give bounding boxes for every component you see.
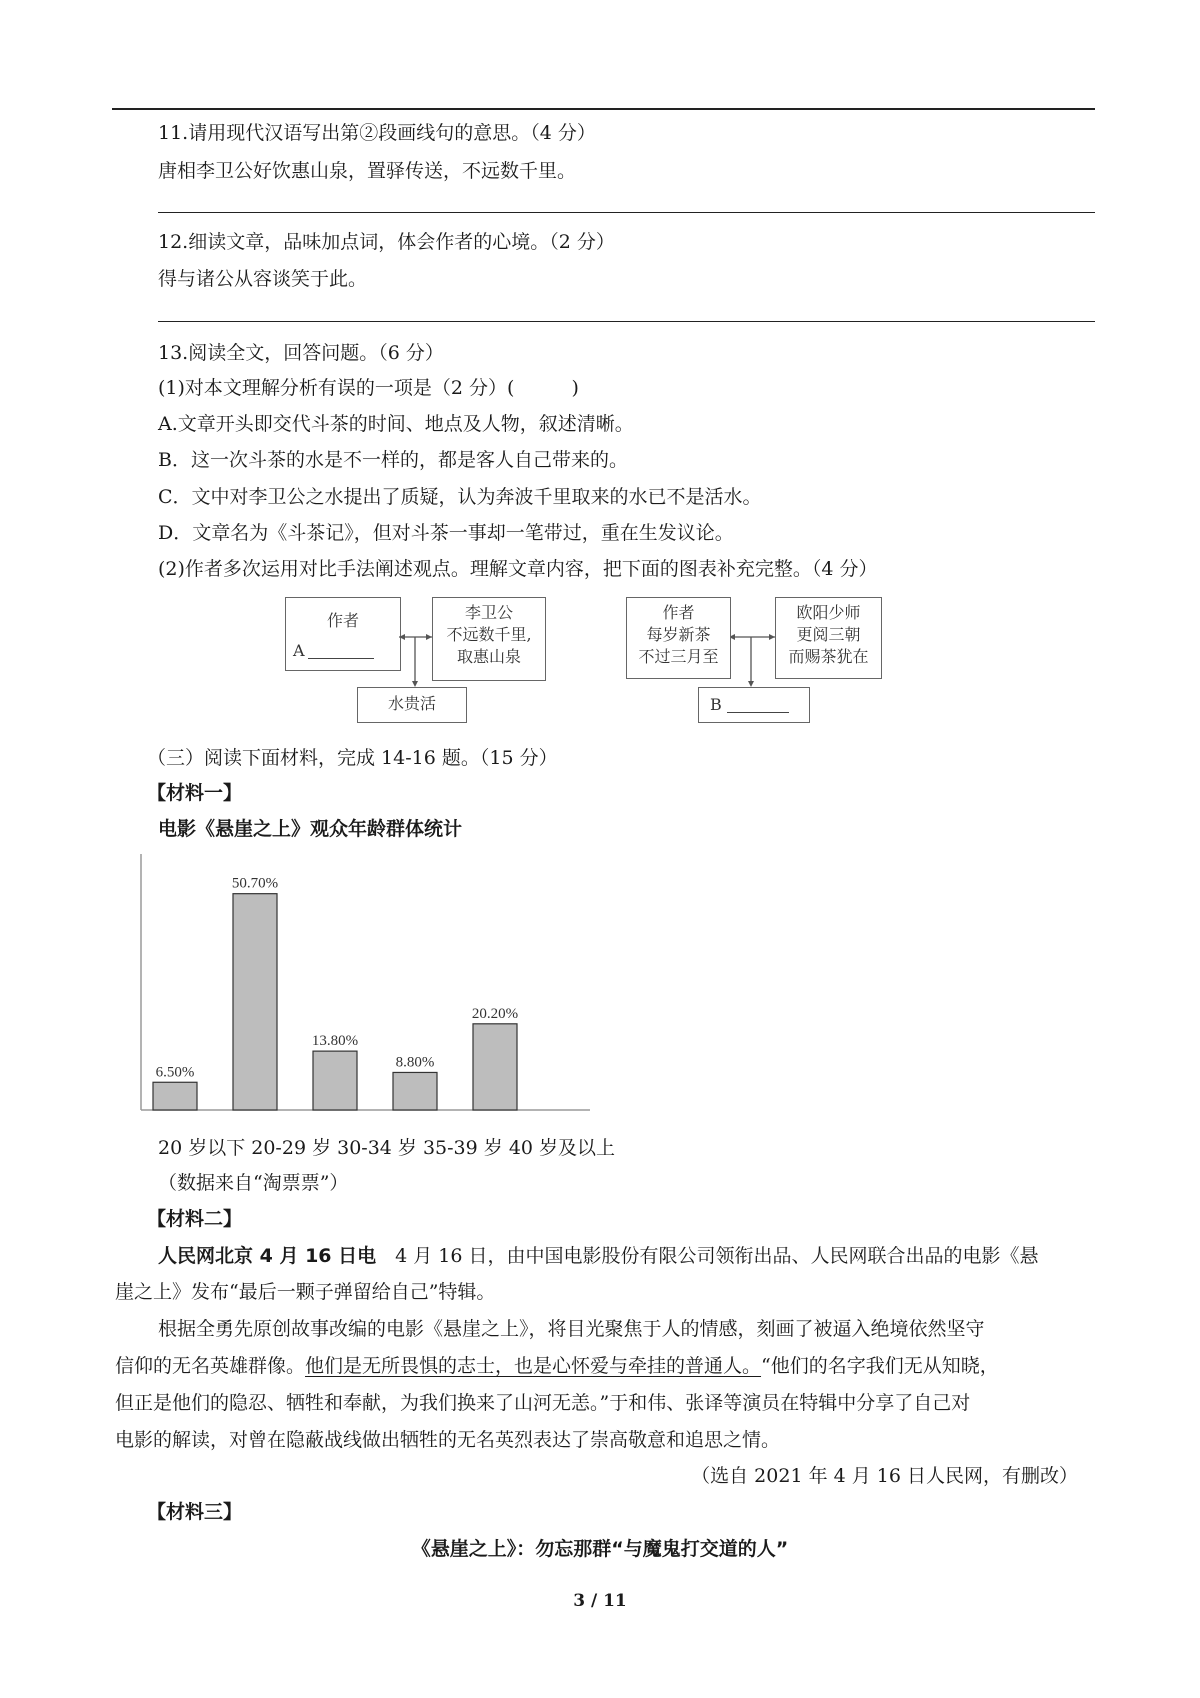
diagram-right-result-box — [698, 687, 810, 723]
diagram-right-line1: 每岁新茶 — [646, 625, 711, 644]
material2-p2-line2 — [115, 1354, 999, 1378]
chart-bar — [473, 1024, 517, 1110]
diagram-blank-b-label: B — [710, 695, 722, 714]
chart-bar — [153, 1082, 197, 1110]
q12-sentence: 得与诸公从容谈笑于此。 — [158, 268, 368, 290]
chart-data-label: 6.50% — [155, 1064, 195, 1081]
material2-p2-line4: 电影的解读，对曾在隐蔽战线做出牺牲的无名英烈表达了崇高敬意和追思之情。 — [115, 1429, 781, 1451]
q13-sub1: (1)对本文理解分析有误的一项是（2 分）( ) — [158, 377, 579, 399]
q13-option-c: C．文中对李卫公之水提出了质疑，认为奔波千里取来的水已不是活水。 — [158, 486, 762, 508]
material3-heading: 【材料三】 — [147, 1501, 243, 1523]
diagram-left-result-box — [357, 687, 467, 723]
material2-p2-line3: 但正是他们的隐忍、牺牲和奉献，为我们换来了山河无恙。”于和伟、张译等演员在特辑中分享了自己对 — [115, 1392, 971, 1414]
diagram-right-author-label: 作者 — [662, 603, 695, 622]
material3-title: 《悬崖之上》：勿忘那群“与魔鬼打交道的人” — [411, 1538, 789, 1560]
material2-underlined-sentence: 他们是无所畏惧的志士，也是心怀爱与牵挂的普通人。 — [305, 1355, 762, 1377]
q13-prompt: 13.阅读全文，回答问题。（6 分） — [158, 342, 444, 364]
q11-sentence: 唐相李卫公好饮惠山泉，置驿传送，不远数千里。 — [158, 160, 577, 182]
material1-heading: 【材料一】 — [147, 782, 243, 804]
material2-p2-line1: 根据全勇先原创故事改编的电影《悬崖之上》，将目光聚焦于人的情感，刻画了被逼入绝境依然坚守 — [158, 1318, 985, 1340]
diagram-li-line2: 取惠山泉 — [456, 647, 521, 666]
material2-p2-text-b: “他们的名字我们无从知晓， — [761, 1355, 999, 1377]
diagram-right-author-box — [626, 597, 731, 679]
diagram-li-box — [432, 597, 546, 681]
material2-heading: 【材料二】 — [147, 1208, 243, 1230]
q13-option-b: B．这一次斗茶的水是不一样的，都是客人自己带来的。 — [158, 449, 628, 471]
chart-bar — [393, 1072, 437, 1110]
age-bar-chart — [135, 848, 605, 1118]
material2-citation: （选自 2021 年 4 月 16 日人民网，有删改） — [691, 1465, 1078, 1487]
diagram-left-author-box — [285, 597, 401, 671]
page-number: 3 / 11 — [573, 1591, 627, 1611]
chart-x-axis-text: 20 岁以下 20-29 岁 30-34 岁 35-39 岁 40 岁及以上 — [158, 1137, 616, 1159]
chart-source: （数据来自“淘票票”） — [158, 1172, 349, 1194]
q13-option-d: D．文章名为《斗茶记》，但对斗茶一事却一笔带过，重在生发议论。 — [158, 522, 734, 544]
chart-bar — [313, 1051, 357, 1110]
chart-data-label: 20.20% — [471, 1005, 519, 1022]
material2-p1-line2: 崖之上》发布“最后一颗子弹留给自己”特辑。 — [115, 1281, 496, 1303]
q11-answer-line[interactable] — [158, 212, 1095, 213]
material2-p1-text: 4 月 16 日，由中国电影股份有限公司领衔出品、人民网联合出品的电影《悬 — [376, 1245, 1039, 1267]
diagram-blank-a-line[interactable] — [308, 658, 374, 659]
material2-p1-line1 — [158, 1244, 1039, 1268]
diagram-blank-a-label: A — [293, 641, 305, 660]
diagram-ouyang-title: 欧阳少师 — [796, 603, 861, 622]
diagram-ouyang-box — [775, 597, 882, 679]
diagram-left-result-label: 水贵活 — [387, 694, 436, 713]
diagram-li-line1: 不远数千里, — [446, 625, 532, 644]
q13-option-a: A.文章开头即交代斗茶的时间、地点及人物，叙述清晰。 — [158, 413, 634, 435]
diagram-left-arrows — [0, 0, 1200, 740]
diagram-right-line2: 不过三月至 — [638, 647, 719, 666]
material2-dateline: 人民网北京 4 月 16 日电 — [158, 1245, 377, 1267]
chart-title: 电影《悬崖之上》观众年龄群体统计 — [158, 818, 463, 840]
chart-data-label: 50.70% — [231, 875, 279, 892]
diagram-ouyang-line1: 更阅三朝 — [796, 625, 861, 644]
q12-prompt: 12.细读文章，品味加点词，体会作者的心境。（2 分） — [158, 231, 615, 253]
chart-data-label: 13.80% — [311, 1033, 359, 1050]
diagram-li-title: 李卫公 — [464, 603, 513, 622]
chart-bar — [233, 894, 277, 1110]
material2-p2-text-a: 信仰的无名英雄群像。 — [115, 1355, 306, 1377]
q13-sub2: (2)作者多次运用对比手法阐述观点。理解文章内容，把下面的图表补充完整。（4 分） — [158, 558, 878, 580]
header-rule — [112, 108, 1095, 110]
diagram-left-author-label: 作者 — [326, 611, 359, 630]
diagram-blank-b-line[interactable] — [727, 712, 789, 713]
q11-prompt: 11.请用现代汉语写出第②段画线句的意思。（4 分） — [158, 122, 596, 144]
diagram-ouyang-line2: 而赐茶犹在 — [788, 647, 869, 666]
q12-answer-line[interactable] — [158, 321, 1095, 322]
section3-heading: （三）阅读下面材料，完成 14-16 题。（15 分） — [147, 747, 558, 769]
chart-data-label: 8.80% — [395, 1054, 435, 1071]
